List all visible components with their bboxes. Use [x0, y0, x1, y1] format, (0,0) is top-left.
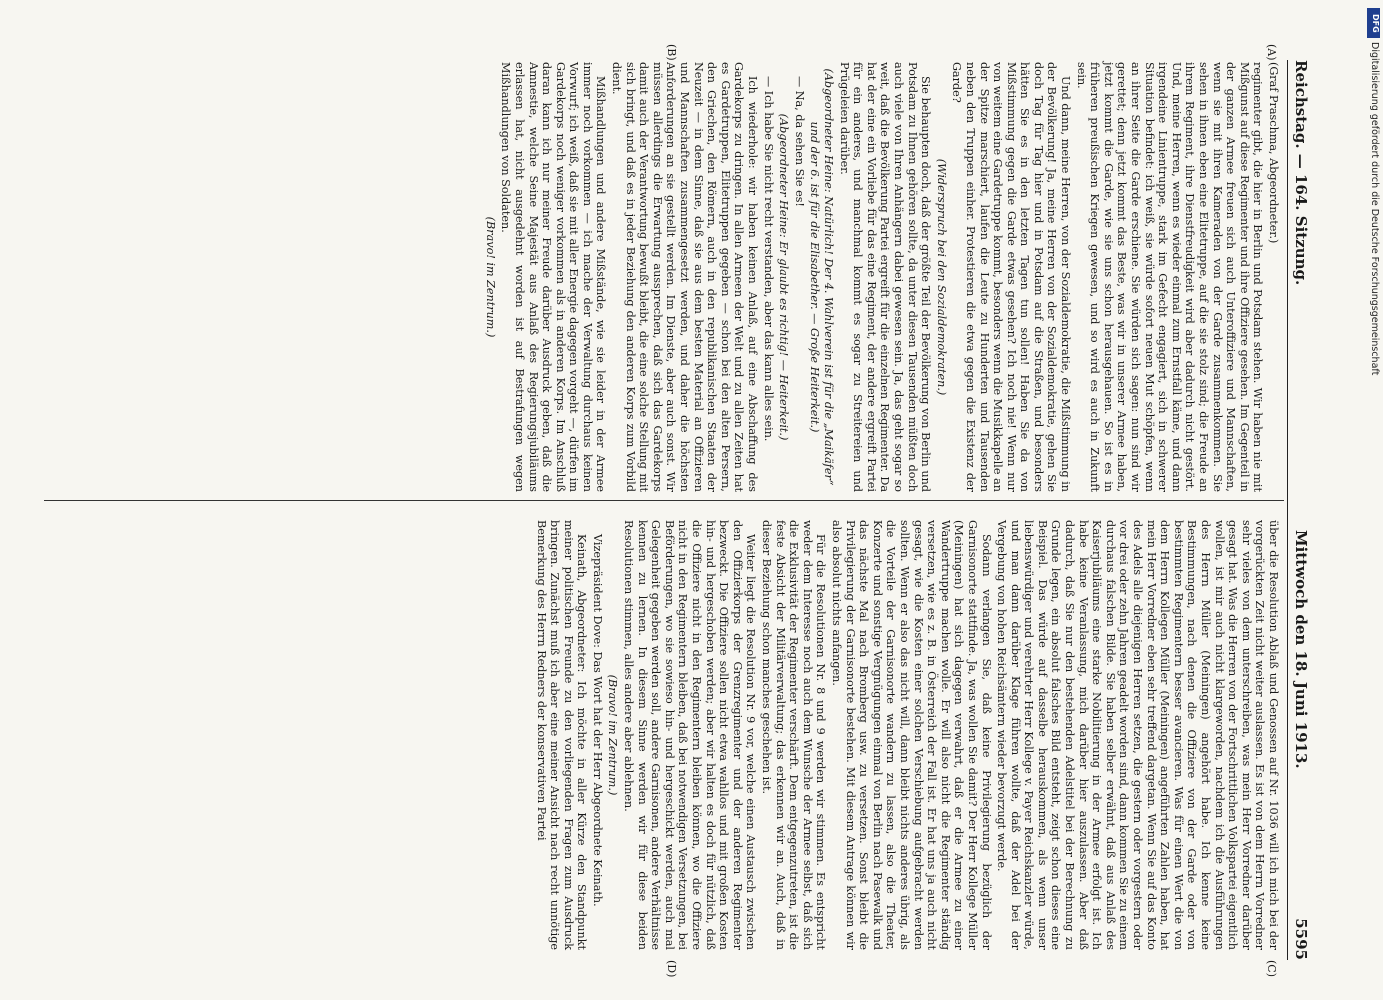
- margin-marker-a: (A): [1265, 44, 1278, 61]
- paragraph: Für die Resolutionen Nr. 8 und 9 werden wir stimmen. Es entspricht weder dem Interesse noch auch dem Wunsche der Armee selbst, daß sich die Exklusivität der Regimenter verschärft. Dem entgegenzutreten, ist die feste Absicht der Militärverwaltung; das erkennen wir an. Auch, daß in dieser Beziehung schon manches geschehen ist.: [760, 520, 828, 950]
- dfg-logo: DFG: [1367, 8, 1380, 38]
- paragraph: (Graf Praschma, Abgeordneter.): [1267, 62, 1280, 244]
- paragraph: Und dann, meine Herren, von der Sozialdemokratie, die Mißstimmung in der Bevölkerung! Ja, meine Herren von der Sozialdemokratie, gehen Sie doch Tag für Tag hier und in Potsdam auf die Straßen, und besonders hätten Sie es in den letzten Tagen tun sollen! Haben Sie da von Mißstimmung gegen die Garde etwas gesehen? Ich noch nie! Wenn nur von weitem eine Gardetruppe kommt, besonders wenn die Musikkapelle an der Spitze marschiert, laufen die Leute zu Hunderten und Tausenden neben den Truppen einher. Protestieren die etwa gegen die Existenz der Garde?: [950, 62, 1073, 492]
- paragraph: Keinath, Abgeordneter: Ich möchte in aller Kürze den Standpunkt meiner politischen Freunde zu den vorliegenden Fragen zum Ausdruck bringen. Zunächst muß ich aber eine meiner Ansicht nach recht unnötige Bemerkung des Herrn Redners der konservativen Partei: [534, 520, 589, 950]
- rotated-page-content: [28, 0, 1318, 1000]
- right-column: [532, 520, 1280, 950]
- paragraph: Vizepräsident Dove: Das Wort hat der Herr Abgeordnete Keinath.: [590, 534, 604, 907]
- margin-marker-c: (C): [1265, 960, 1278, 977]
- paragraph: Weiter liegt die Resolution Nr. 9 vor, welche einen Austausch zwischen den Offizierkorps der Grenzregimenter und der anderen Regimenter bezweckt. Die Offiziere sollen nicht etwa wahllos und mit großen Kosten hin- und hergeschoben werden; aber wir halten es doch für nützlich, daß die Offiziere nicht in den Regimentern bleiben können, wo die Offiziere nicht in den Regimentern bleiben, daß bei notwendigen Versetzungen, bei Beförderungen, wo sie sowieso hin- und hergeschickt werden, auch mal Gelegenheit gegeben werden soll, andere Garnisonen, andere Verhältnisse kennen zu lernen. In diesem Sinne werden wir für diese beiden Resolutionen stimmen, alles andere aber ablehnen.: [622, 520, 758, 950]
- paragraph: — Na, da sehen Sie es!: [792, 76, 806, 207]
- page-header: [1288, 60, 1310, 960]
- header-left: Reichstag. — 164. Sitzung.: [1292, 60, 1310, 286]
- paragraph: Ich wiederhole: wir haben keinen Anlaß, auf eine Abschaffung des Gardekorps zu dringen. In allen Armeen der Welt und zu allen Zeiten hat es Gardetruppen, Elitetruppen gegeben — schon bei den alten Persern, den Griechen, den Römern, auch in den republikanischen Staaten der Neuzeit — in dem Sinne, daß sie aus dem besten Material an Offizieren und Mannschaften zusammengesetzt werden, und daher die höchsten Anforderungen an sie gestellt werden. Im Dienste, aber auch sonst. Wir müssen allerdings die Erwartung aussprechen, daß sich das Gardekorps damit auch der Verantwortung bewußt bleibt, die eine solche Stellung mit sich bringt, und daß es in jeder Beziehung den anderen Korps zum Vorbild dient.: [610, 62, 760, 492]
- paragraph: Mißhandlungen und andere Mißstände, wie sie leider in der Armee immer noch vorkommen — ich mache der Verwaltung durchaus keinen Vorwurf; ich weiß, daß sie mit aller Energie dagegen vorgeht —, dürfen im Gardekorps noch weniger vorkommen als in anderen Korps. Im Anschluß daran kann ich nur meiner Freude darüber Ausdruck geben, daß die Amnestie, welche Seine Majestät aus Anlaß des Regierungsjubiläums erlassen hat, nicht ausgedehnt worden ist auf Bestrafungen wegen Mißhandlungen von Soldaten.: [499, 62, 608, 492]
- header-center: Mittwoch den 18. Juni 1913.: [1292, 530, 1310, 769]
- interjection: (Abgeordneter Heine: Natürlich! Der 4. Wahlverein ist für die „Maikäfer“ und der 6. ist für die Elisabether. — Große Heiterkeit.): [808, 68, 835, 486]
- interjection: (Bravo! im Zentrum.): [483, 216, 497, 338]
- margin-marker-b: (B): [665, 44, 678, 61]
- page-number: 5595: [1292, 918, 1310, 960]
- margin-marker-d: (D): [665, 960, 678, 978]
- paragraph: Sie behaupten doch, daß der größte Teil der Bevölkerung von Berlin und Potsdam zu Ihnen gehören sollte, da unter diesen Tausenden müßten doch auch viele von Ihren Anhängern dabei gewesen sein. Ja, das geht sogar so weit, daß die Bevölkerung Partei ergreift für die einzelnen Regimenter. Da hat der eine ein Vorliebe für das eine Regiment, der andere ergreift Partei für ein anderes, und manchmal kommt es sogar zu Streitereien und Prügeleien darüber.: [837, 62, 933, 492]
- interjection: (Bravo! im Zentrum.): [606, 674, 620, 796]
- digitization-note: Digitalisierung gefördert durch die Deutsche Forschungsgemeinschaft: [1369, 42, 1380, 376]
- paragraph: über die Resolution Ablaß und Genossen auf Nr. 1036 will ich mich bei der vorgerückten Zeit nicht weiter auslassen. Es ist von dem Herrn Vorredner sehr vieles von dem unterschreiben, was mein Herr Vorredner darüber gesagt hat. Was die Herren von der Fortschrittlichen Volkspartei eigentlich wollen, ist mir auch nicht klargeworden, nachdem ich die Ausführungen des Herrn Müller (Meiningen) angehört habe. Ich kenne keine Bestimmungen, nach denen die Offiziere von der Garde oder von bestimmten Regimentern besser avancieren. Was für einen Wert die von dem Herrn Kollegen Müller (Meiningen) angeführten Zahlen haben, hat mein Herr Vorredner eben sehr treffend dargetan. Wenn Sie auf das Konto des Adels alle diejenigen Herren setzen, die gestern oder vorgestern oder vor drei oder zehn Jahren geadelt worden sind, dann kommen Sie zu einem durchaus falschen Bilde. Sie haben selber erwähnt, daß aus Anlaß des Kaiserjubiläums eine starke Nobilitierung in der Armee erfolgt ist. Ich habe keine Veranlassung, mich darüber hier auszulassen. Aber daß dadurch, daß Sie nur den bestehenden Adelstitel bei der Berechnung zu Grunde legen, ein absolut falsches Bild entsteht, zeigt schon dieses eine Beispiel. Das würde auf dasselbe herauskommen, als wenn unser liebenswürdiger und verehrter Herr Kollege v. Payer Reichskanzler würde, und man dann darüber Klage führen wollte, daß der Adel bei der Vergebung von hohen Reichsämtern wieder bevorzugt werde.: [995, 520, 1280, 950]
- column-separator: [44, 500, 1284, 501]
- paragraph: regimenter gibt, die hier in Berlin und Potsdam stehen. Wir haben nie mit Mißgunst auf diese Regimenter und ihre Offiziere gesehen. Im Gegenteil in der ganzen Armee freuen sich auch Unteroffiziere und Mannschaften, wenn sie mit ihren Kameraden von der Garde zusammenkommen. Sie sehen in ihnen eben eine Elitetruppe, auf die sie stolz sind; die Freude an ihrem Regiment, ihre Dienstfreudigkeit wird aber dadurch nicht gestört. Und, meine Herren, wenn es wieder einmal zum Ernstfall käme, und dann irgendeine Linientruppe, stark im Gefecht engagiert, sich in schwerer Situation befindet: ich weiß, sie würde sofort neuen Mut schöpfen, wenn an ihrer Seite die Garde erschiene. Sie würden sich sagen: nun sind wir gerettet; denn jetzt kommt das Beste, was wir in unserer Armee haben, jetzt kommt die Garde, wie sie uns schon herausgehauen. So ist es in früheren preußischen Kriegen gewesen, und so wird es auch in Zukunft sein.: [1074, 62, 1265, 492]
- left-column: [481, 62, 1280, 492]
- paragraph: — Ich habe Sie nicht recht verstanden, aber das kann alles sein.: [761, 76, 775, 442]
- header-rule: [1287, 60, 1288, 960]
- interjection: (Widerspruch bei den Sozialdemokraten.): [934, 158, 948, 396]
- paragraph: Sodann verlangen Sie, daß keine Privilegierung bezüglich der Garnisonorte stattfinde. Ja, was wollen Sie damit? Der Herr Kollege Müller (Meiningen) hat sich dagegen verwahrt, daß er die Armee zu einer Wandertruppe machen wolle. Er will also nicht die Regimenter ständig versetzen, wie es z. B. in Österreich der Fall ist. Er hat uns ja auch nicht gesagt, wie die Kosten einer solchen Verschiebung aufgebracht werden sollten. Wenn er also das nicht will, dann bleibt nichts anderes übrig, als die Vorteile der Garnisonorte wandern zu lassen, also die Theater, Konzerte und sonstige Vergnügungen einmal von Berlin nach Pasewalk und das nächste Mal nach Bromberg usw. zu versetzen. Sonst bleibt die Privilegierung der Garnisonorte bestehen. Mit diesem Antrage können wir also absolut nichts anfangen.: [830, 520, 993, 950]
- interjection: (Abgeordneter Heine: Er glaubt es richtig! — Heiterkeit.): [777, 113, 791, 441]
